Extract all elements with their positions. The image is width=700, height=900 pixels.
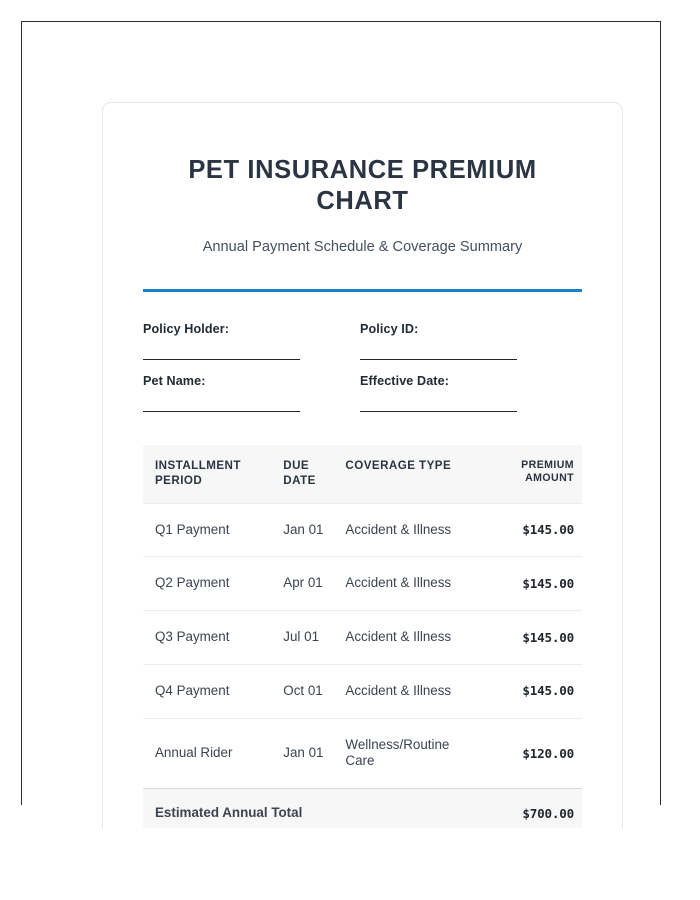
column-header-installment-period: INSTALLMENT PERIOD [143,445,271,503]
cell-installment-period: Q4 Payment [143,664,271,718]
cell-premium-amount: $120.00 [484,718,582,789]
cell-coverage-type: Accident & Illness [333,611,483,665]
cell-due-date: Jan 01 [271,503,333,557]
field-policy-id [360,322,517,360]
column-header-premium-amount: PREMIUM AMOUNT [484,445,582,503]
cell-coverage-type: Wellness/Routine Care [333,718,483,789]
document-card [102,102,623,828]
page-title: PET INSURANCE PREMIUM CHART [188,156,537,215]
cell-premium-amount: $145.00 [484,611,582,665]
cell-installment-period: Q3 Payment [143,611,271,665]
cell-due-date: Jan 01 [271,718,333,789]
cell-coverage-type: Accident & Illness [333,664,483,718]
cell-due-date: Apr 01 [271,557,333,611]
column-header-due-date: DUE DATE [271,445,333,503]
premium-schedule-table [143,445,582,828]
total-label: Estimated Annual Total [143,789,484,828]
column-header-coverage-type: COVERAGE TYPE [333,445,483,503]
field-pet-name [143,374,300,412]
cell-coverage-type: Accident & Illness [333,557,483,611]
cell-installment-period: Q1 Payment [143,503,271,557]
cell-premium-amount: $145.00 [484,557,582,611]
field-effective-date-label: Effective Date: [360,374,449,389]
accent-divider [143,289,582,292]
cell-installment-period: Q2 Payment [143,557,271,611]
table-row [143,503,582,557]
cell-installment-period: Annual Rider [143,718,271,789]
field-policy-holder-input[interactable] [143,337,300,360]
cell-coverage-type: Accident & Illness [333,503,483,557]
total-amount: $700.00 [484,789,582,828]
table-row [143,718,582,789]
field-pet-name-label: Pet Name: [143,374,206,389]
cell-premium-amount: $145.00 [484,503,582,557]
field-pet-name-input[interactable] [143,389,300,412]
field-policy-holder-label: Policy Holder: [143,322,230,337]
cell-premium-amount: $145.00 [484,664,582,718]
policy-fields [143,322,582,412]
table-row [143,557,582,611]
field-policy-id-label: Policy ID: [360,322,419,337]
field-effective-date [360,374,517,412]
field-effective-date-input[interactable] [360,389,517,412]
table-row [143,664,582,718]
field-policy-id-input[interactable] [360,337,517,360]
cell-due-date: Oct 01 [271,664,333,718]
policy-fields-left-column [143,322,300,412]
page-subtitle: Annual Payment Schedule & Coverage Summary [202,239,523,256]
cell-due-date: Jul 01 [271,611,333,665]
field-policy-holder [143,322,300,360]
policy-fields-right-column [360,322,517,412]
page-frame [21,21,661,821]
table-row [143,611,582,665]
table-total-row [143,789,582,828]
table-header-row [143,445,582,503]
